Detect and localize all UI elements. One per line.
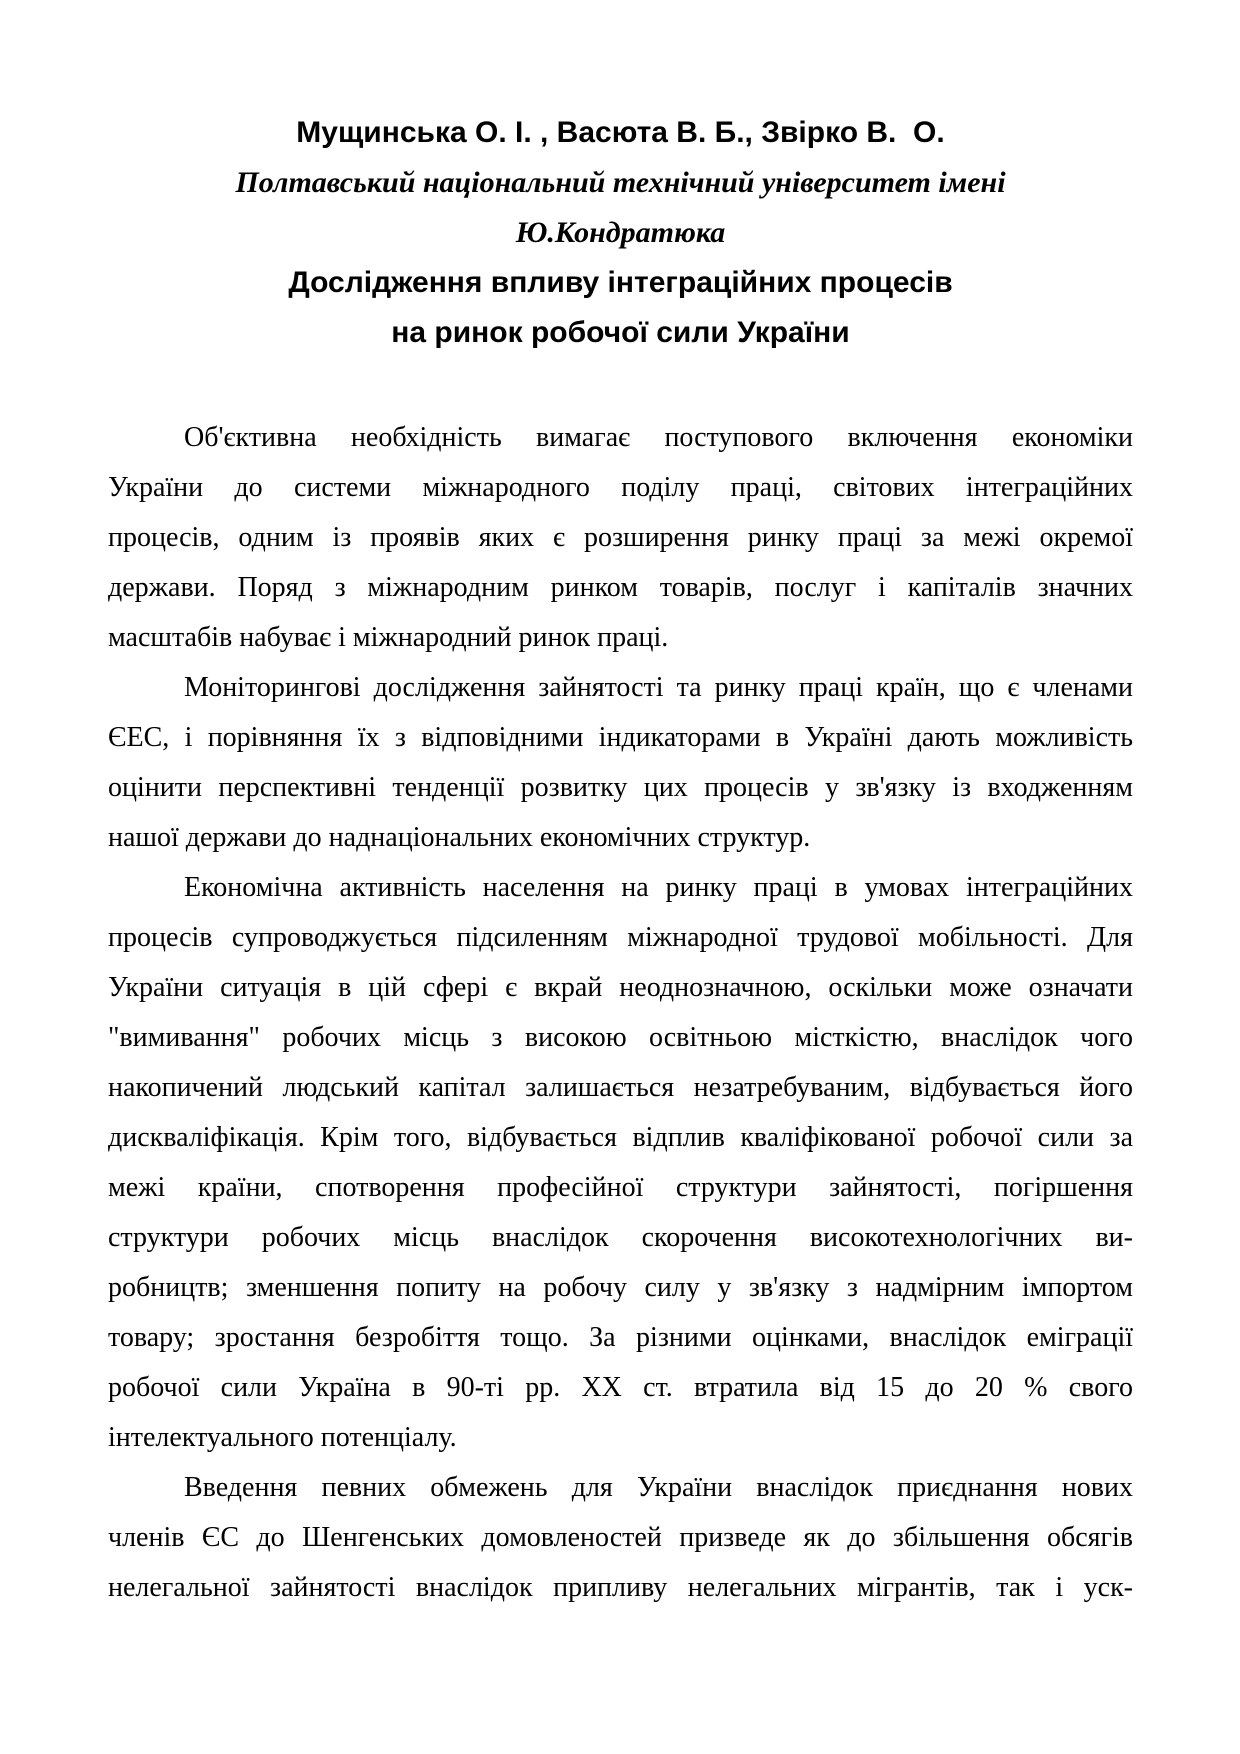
paper-title-line-2: на ринок робочої сили України bbox=[391, 316, 850, 349]
body-line: інтелектуального потенціалу. bbox=[108, 1422, 457, 1453]
body-line: процесів, одним із проявів яких є розширення ринку праці за межі окремої bbox=[108, 522, 1133, 553]
body-line: оцінити перспективні тенденції розвитку цих процесів у зв'язку із входженням bbox=[108, 772, 1133, 803]
body-line: ЄЕС, і порівняння їх з відповідними індикаторами в Україні дають можливість bbox=[108, 722, 1133, 753]
body-line: членів ЄС до Шенгенських домовленостей призведе як до збільшення обсягів bbox=[108, 1522, 1133, 1553]
body-line: Економічна активність населення на ринку праці в умовах інтеграційних bbox=[184, 872, 1133, 903]
body-line: Моніторингові дослідження зайнятості та ринку праці країн, що є членами bbox=[184, 672, 1133, 703]
body-line: процесів супроводжується підсиленням міжнародної трудової мобільності. Для bbox=[108, 922, 1133, 953]
paragraph bbox=[108, 663, 1133, 863]
body-line: дискваліфікація. Крім того, відбувається відплив кваліфікованої робочої сили за bbox=[108, 1122, 1133, 1153]
body-line: межі країни, спотворення професійної структури зайнятості, погіршення bbox=[108, 1172, 1133, 1203]
body-line: структури робочих місць внаслідок скорочення високотехнологічних ви- bbox=[108, 1222, 1133, 1253]
body-line: робництв; зменшення попиту на робочу силу у зв'язку з надмірним імпортом bbox=[108, 1272, 1133, 1303]
body-line: масштабів набуває і міжнародний ринок праці. bbox=[108, 622, 669, 653]
body-line: Введення певних обмежень для України внаслідок приєднання нових bbox=[184, 1472, 1133, 1503]
body-line: робочої сили Україна в 90-ті рр. ХХ ст. втратила від 15 до 20 % свого bbox=[108, 1372, 1133, 1403]
body-line: нашої держави до наднаціональних економічних структур. bbox=[108, 822, 811, 853]
body-line: України ситуація в цій сфері є вкрай неоднозначною, оскільки може означати bbox=[108, 972, 1133, 1003]
body-text bbox=[108, 413, 1133, 1613]
paragraph bbox=[108, 1463, 1133, 1613]
header-body-gap bbox=[108, 358, 1133, 413]
paragraph bbox=[108, 413, 1133, 663]
body-line: "вимивання" робочих місць з високою освітньою місткістю, внаслідок чого bbox=[108, 1022, 1133, 1053]
body-line: нелегальної зайнятості внаслідок припливу нелегальних мігрантів, так і уск- bbox=[108, 1572, 1133, 1603]
body-line: держави. Поряд з міжнародним ринком товарів, послуг і капіталів значних bbox=[108, 572, 1133, 603]
paper-title-line-1: Дослідження впливу інтеграційних процесів bbox=[288, 266, 953, 299]
body-line: накопичений людський капітал залишається незатребуваним, відбувається його bbox=[108, 1072, 1133, 1103]
affiliation-line-1: Полтавський національний технічний університет імені bbox=[235, 166, 1006, 199]
affiliation-line-2: Ю.Кондратюка bbox=[515, 216, 726, 249]
body-line: України до системи міжнародного поділу праці, світових інтеграційних bbox=[108, 472, 1133, 503]
body-line: Об'єктивна необхідність вимагає поступового включення економіки bbox=[184, 422, 1133, 453]
document-header bbox=[108, 108, 1133, 358]
paragraph bbox=[108, 863, 1133, 1463]
authors-line: Мущинська О. І. , Васюта В. Б., Звірко В. О. bbox=[296, 116, 945, 149]
body-line: товару; зростання безробіття тощо. За різними оцінками, внаслідок еміграції bbox=[108, 1322, 1133, 1353]
